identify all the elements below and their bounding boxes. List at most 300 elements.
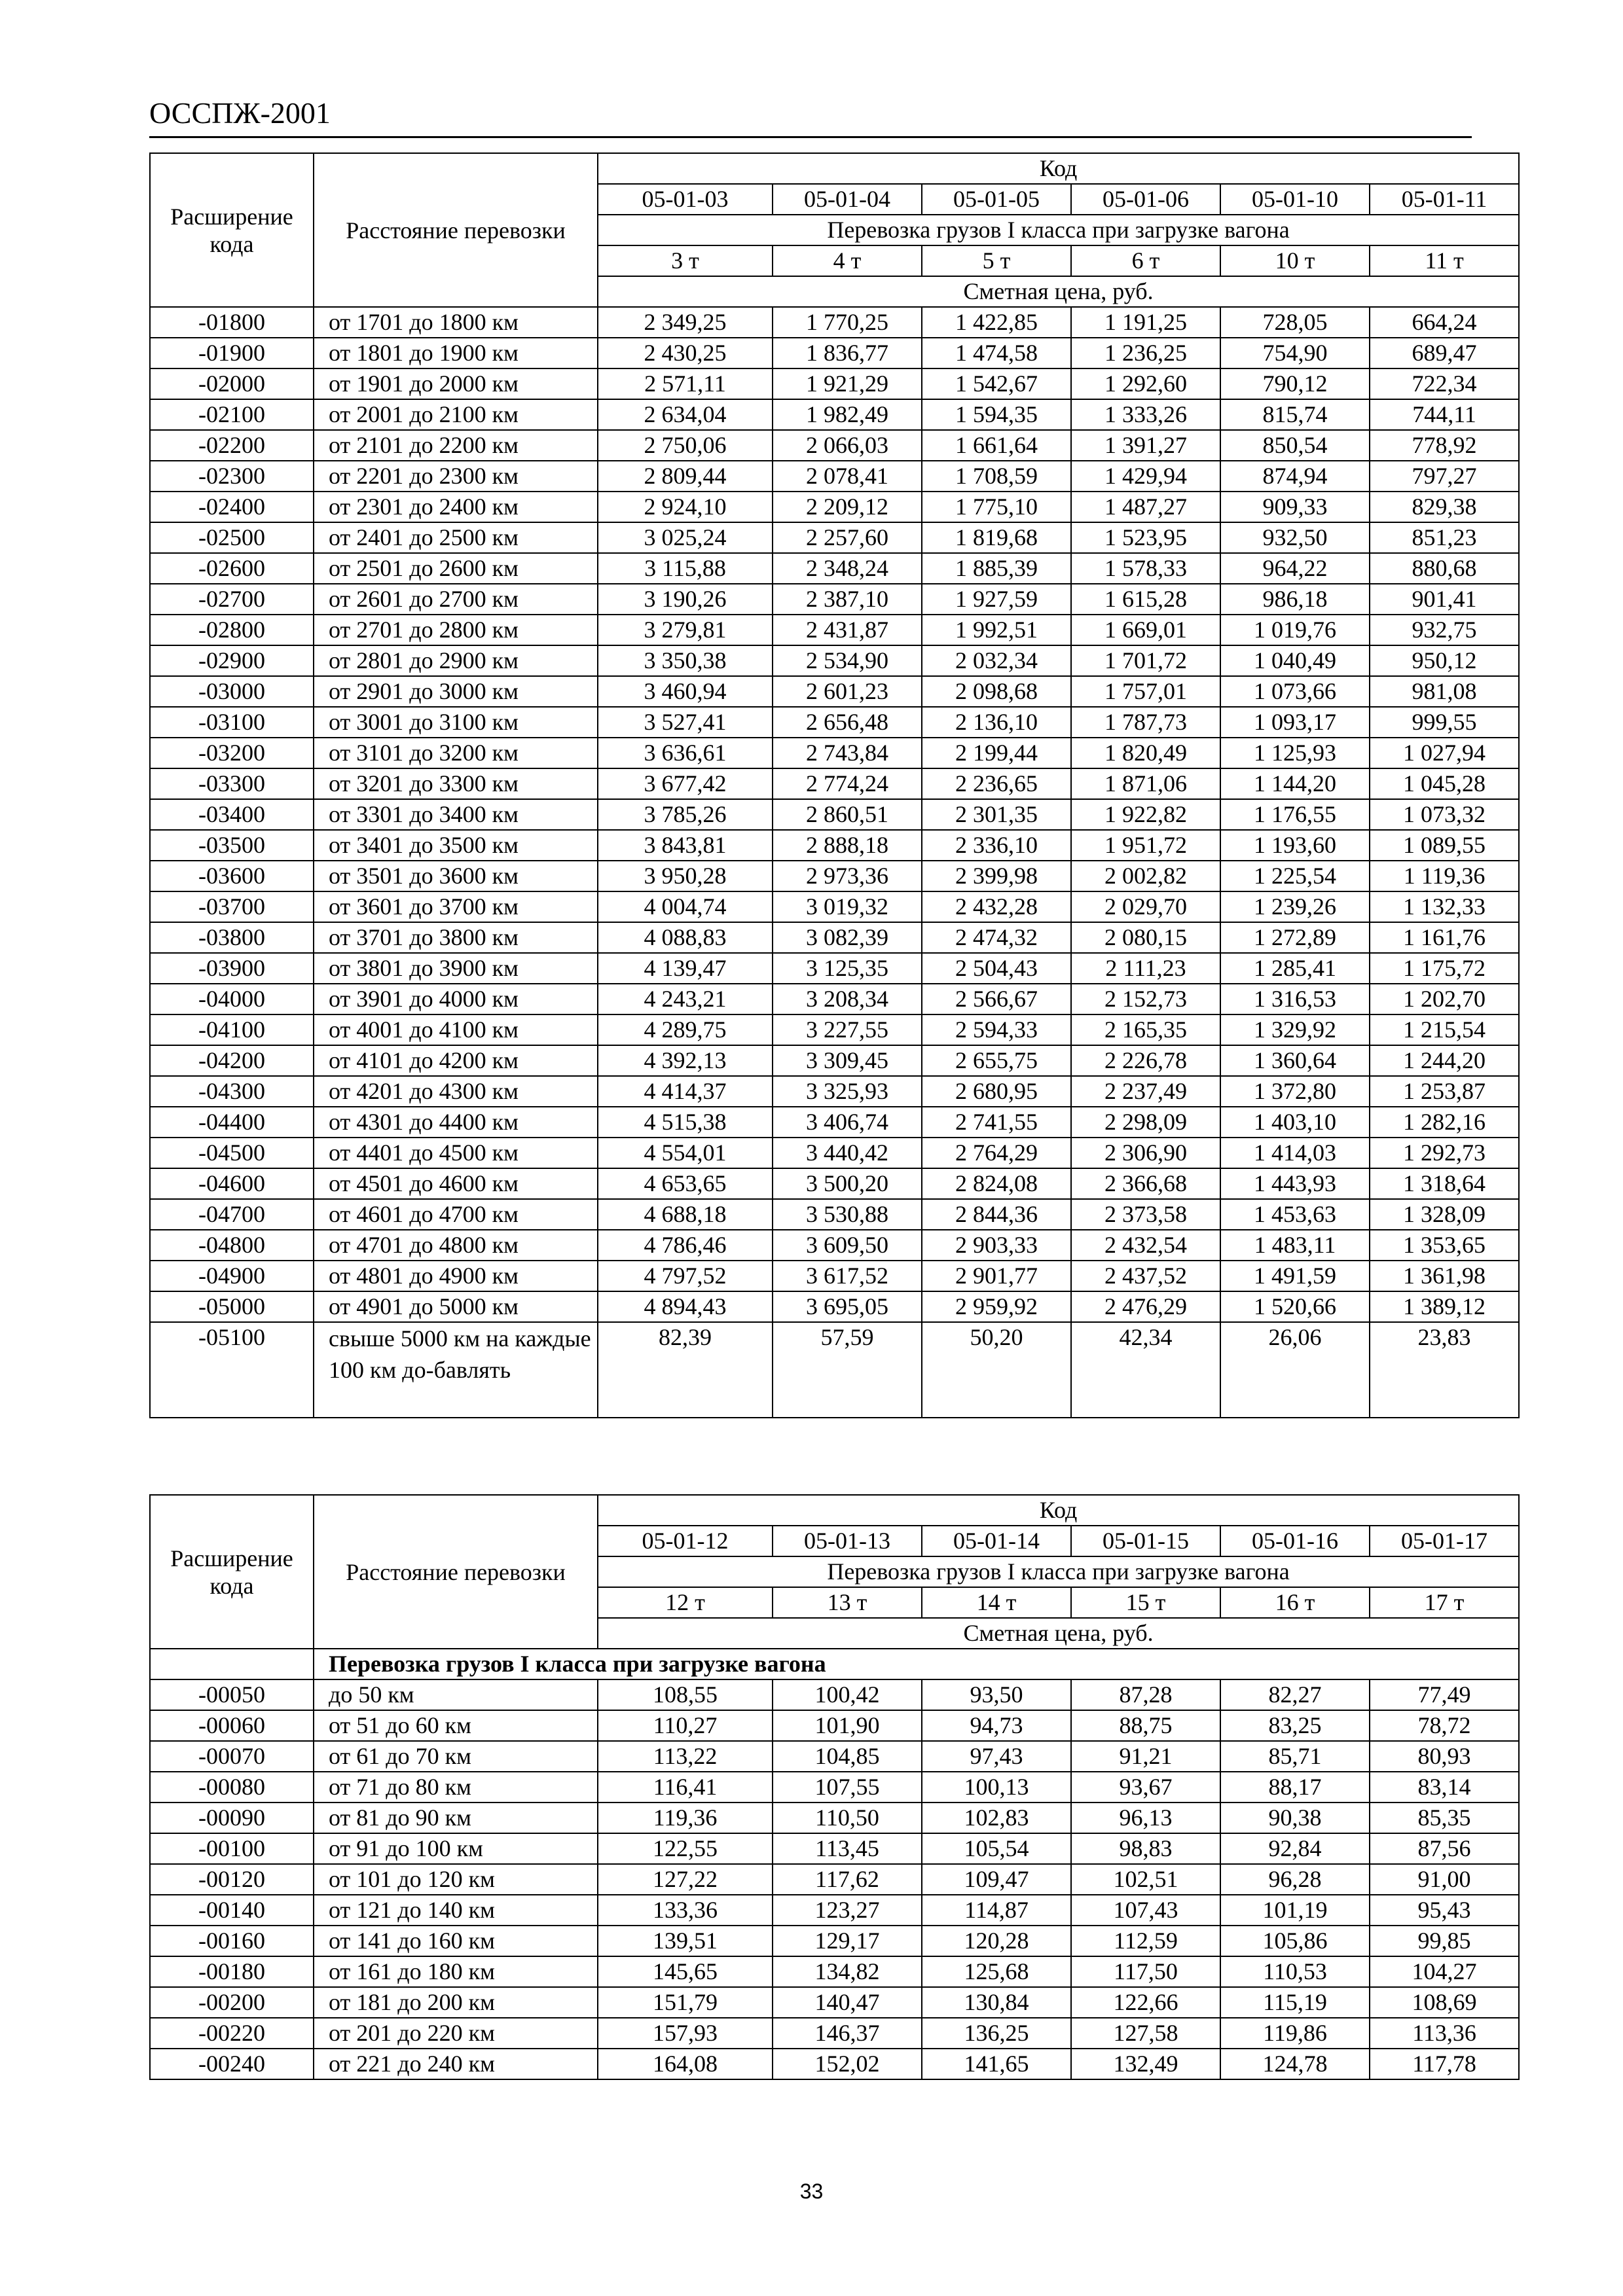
table-row — [150, 1926, 1519, 1956]
distance-cell: от 2901 до 3000 км — [314, 676, 598, 707]
price-cell: 2 349,25 — [598, 307, 773, 338]
price-cell: 141,65 — [922, 2049, 1071, 2079]
section-empty-cell — [150, 1649, 314, 1679]
price-cell: 2 236,65 — [922, 768, 1071, 799]
price-cell: 117,62 — [773, 1864, 922, 1895]
price-cell: 1 253,87 — [1370, 1076, 1519, 1107]
price-cell: 3 609,50 — [773, 1230, 922, 1261]
table-row — [150, 1987, 1519, 2018]
distance-cell: от 61 до 70 км — [314, 1741, 598, 1772]
price-cell: 88,75 — [1071, 1710, 1220, 1741]
price-cell: 1 093,17 — [1220, 707, 1370, 738]
price-cell: 880,68 — [1370, 553, 1519, 584]
load-cell: 5 т — [922, 245, 1071, 276]
code-cell: 05-01-14 — [922, 1526, 1071, 1556]
table-row — [150, 1199, 1519, 1230]
price-cell: 999,55 — [1370, 707, 1519, 738]
price-cell: 2 474,32 — [922, 922, 1071, 953]
price-cell: 2 680,95 — [922, 1076, 1071, 1107]
price-cell: 1 045,28 — [1370, 768, 1519, 799]
price-cell: 986,18 — [1220, 584, 1370, 615]
price-cell: 113,22 — [598, 1741, 773, 1772]
price-cell: 132,49 — [1071, 2049, 1220, 2079]
price-cell: 2 387,10 — [773, 584, 922, 615]
price-cell: 1 414,03 — [1220, 1138, 1370, 1168]
code-cell: 05-01-16 — [1220, 1526, 1370, 1556]
distance-cell: от 3201 до 3300 км — [314, 768, 598, 799]
price-cell: 1 487,27 — [1071, 492, 1220, 522]
price-cell: 102,83 — [922, 1803, 1071, 1833]
price-cell: 1 161,76 — [1370, 922, 1519, 953]
price-cell: 2 136,10 — [922, 707, 1071, 738]
price-cell: 102,51 — [1071, 1864, 1220, 1895]
price-cell: 1 443,93 — [1220, 1168, 1370, 1199]
load-cell: 10 т — [1220, 245, 1370, 276]
price-cell: 2 432,28 — [922, 891, 1071, 922]
price-cell: 1 329,92 — [1220, 1014, 1370, 1045]
price-cell: 108,69 — [1370, 1987, 1519, 2018]
price-cell: 4 797,52 — [598, 1261, 773, 1291]
code-extension-cell: -00050 — [150, 1679, 314, 1710]
distance-cell: от 2701 до 2800 км — [314, 615, 598, 645]
price-cell: 3 125,35 — [773, 953, 922, 984]
price-cell: 129,17 — [773, 1926, 922, 1956]
price-cell: 3 695,05 — [773, 1291, 922, 1322]
price-cell: 1 520,66 — [1220, 1291, 1370, 1322]
price-cell: 4 088,83 — [598, 922, 773, 953]
price-cell: 1 027,94 — [1370, 738, 1519, 768]
price-cell: 778,92 — [1370, 430, 1519, 461]
table-row — [150, 799, 1519, 830]
price-cell: 2 903,33 — [922, 1230, 1071, 1261]
table-row — [150, 430, 1519, 461]
price-cell: 1 225,54 — [1220, 861, 1370, 891]
price-cell: 3 025,24 — [598, 522, 773, 553]
price-cell: 1 285,41 — [1220, 953, 1370, 984]
price-cell: 1 282,16 — [1370, 1107, 1519, 1138]
price-cell: 1 318,64 — [1370, 1168, 1519, 1199]
price-cell: 104,27 — [1370, 1956, 1519, 1987]
price-cell: 2 656,48 — [773, 707, 922, 738]
price-cell: 1 191,25 — [1071, 307, 1220, 338]
price-cell: 797,27 — [1370, 461, 1519, 492]
price-cell: 2 078,41 — [773, 461, 922, 492]
distance-cell: от 4401 до 4500 км — [314, 1138, 598, 1168]
price-cell: 1 372,80 — [1220, 1076, 1370, 1107]
price-cell: 981,08 — [1370, 676, 1519, 707]
table-row — [150, 768, 1519, 799]
price-cell: 90,38 — [1220, 1803, 1370, 1833]
price-cell: 2 165,35 — [1071, 1014, 1220, 1045]
price-cell: 901,41 — [1370, 584, 1519, 615]
price-cell: 1 615,28 — [1071, 584, 1220, 615]
price-cell: 1 360,64 — [1220, 1045, 1370, 1076]
price-cell: 110,50 — [773, 1803, 922, 1833]
code-extension-cell: -04000 — [150, 984, 314, 1014]
price-cell: 3 460,94 — [598, 676, 773, 707]
price-cell: 152,02 — [773, 2049, 922, 2079]
price-cell: 1 132,33 — [1370, 891, 1519, 922]
price-cell: 116,41 — [598, 1772, 773, 1803]
price-cell: 4 554,01 — [598, 1138, 773, 1168]
price-cell: 100,42 — [773, 1679, 922, 1710]
price-cell: 2 431,87 — [773, 615, 922, 645]
price-cell: 3 115,88 — [598, 553, 773, 584]
price-cell: 113,36 — [1370, 2018, 1519, 2049]
load-caption: Перевозка грузов I класса при загрузке вагона — [598, 1556, 1519, 1587]
price-cell: 1 144,20 — [1220, 768, 1370, 799]
price-cell: 2 237,49 — [1071, 1076, 1220, 1107]
price-cell: 85,35 — [1370, 1803, 1519, 1833]
price-cell: 1 661,64 — [922, 430, 1071, 461]
distance-cell: от 4201 до 4300 км — [314, 1076, 598, 1107]
distance-cell: от 1701 до 1800 км — [314, 307, 598, 338]
col-header-distance: Расстояние перевозки — [314, 1495, 598, 1649]
table-row — [150, 307, 1519, 338]
price-cell: 3 785,26 — [598, 799, 773, 830]
table-row — [150, 522, 1519, 553]
price-cell: 151,79 — [598, 1987, 773, 2018]
table-row — [150, 922, 1519, 953]
code-extension-cell: -04800 — [150, 1230, 314, 1261]
table-row — [150, 1741, 1519, 1772]
table-row — [150, 676, 1519, 707]
code-extension-cell: -00220 — [150, 2018, 314, 2049]
code-extension-cell: -00120 — [150, 1864, 314, 1895]
price-cell: 1 089,55 — [1370, 830, 1519, 861]
price-cell: 3 082,39 — [773, 922, 922, 953]
col-group-code: Код — [598, 1495, 1519, 1526]
price-cell: 113,45 — [773, 1833, 922, 1864]
price-cell: 1 951,72 — [1071, 830, 1220, 861]
price-cell: 851,23 — [1370, 522, 1519, 553]
table-row — [150, 1803, 1519, 1833]
price-cell: 1 775,10 — [922, 492, 1071, 522]
price-cell: 104,85 — [773, 1741, 922, 1772]
price-cell: 120,28 — [922, 1926, 1071, 1956]
distance-cell: от 3801 до 3900 км — [314, 953, 598, 984]
price-cell: 109,47 — [922, 1864, 1071, 1895]
table-row — [150, 1291, 1519, 1322]
table-row — [150, 1956, 1519, 1987]
price-cell: 1 542,67 — [922, 368, 1071, 399]
price-cell: 3 527,41 — [598, 707, 773, 738]
price-cell: 2 437,52 — [1071, 1261, 1220, 1291]
code-extension-cell: -02200 — [150, 430, 314, 461]
price-cell: 1 239,26 — [1220, 891, 1370, 922]
load-caption: Перевозка грузов I класса при загрузке вагона — [598, 215, 1519, 245]
price-cell: 1 523,95 — [1071, 522, 1220, 553]
price-cell: 1 921,29 — [773, 368, 922, 399]
distance-cell: от 121 до 140 км — [314, 1895, 598, 1926]
price-cell: 3 843,81 — [598, 830, 773, 861]
price-cell: 689,47 — [1370, 338, 1519, 368]
price-cell: 2 226,78 — [1071, 1045, 1220, 1076]
distance-cell: от 51 до 60 км — [314, 1710, 598, 1741]
code-extension-cell: -00240 — [150, 2049, 314, 2079]
price-cell: 1 483,11 — [1220, 1230, 1370, 1261]
price-cell: 2 257,60 — [773, 522, 922, 553]
code-extension-cell: -03600 — [150, 861, 314, 891]
running-header: ОССПЖ-2001 — [149, 96, 331, 130]
distance-cell: от 3601 до 3700 км — [314, 891, 598, 922]
price-cell: 3 530,88 — [773, 1199, 922, 1230]
price-cell: 122,66 — [1071, 1987, 1220, 2018]
price-cell: 127,22 — [598, 1864, 773, 1895]
code-extension-cell: -00060 — [150, 1710, 314, 1741]
code-extension-cell: -02900 — [150, 645, 314, 676]
price-cell: 2 066,03 — [773, 430, 922, 461]
price-cell: 127,58 — [1071, 2018, 1220, 2049]
table-row — [150, 1107, 1519, 1138]
price-cell: 2 774,24 — [773, 768, 922, 799]
table-row — [150, 1045, 1519, 1076]
price-cell: 2 002,82 — [1071, 861, 1220, 891]
price-cell: 4 786,46 — [598, 1230, 773, 1261]
distance-cell: от 161 до 180 км — [314, 1956, 598, 1987]
price-cell: 1 272,89 — [1220, 922, 1370, 953]
price-cell: 3 350,38 — [598, 645, 773, 676]
price-cell: 2 152,73 — [1071, 984, 1220, 1014]
distance-cell: от 3901 до 4000 км — [314, 984, 598, 1014]
price-cell: 97,43 — [922, 1741, 1071, 1772]
load-cell: 11 т — [1370, 245, 1519, 276]
table-row — [150, 738, 1519, 768]
code-extension-cell: -05100 — [150, 1322, 314, 1418]
price-cell: 1 701,72 — [1071, 645, 1220, 676]
price-cell: 93,67 — [1071, 1772, 1220, 1803]
price-cell: 92,84 — [1220, 1833, 1370, 1864]
code-extension-cell: -00160 — [150, 1926, 314, 1956]
price-cell: 829,38 — [1370, 492, 1519, 522]
price-cell: 2 032,34 — [922, 645, 1071, 676]
distance-cell: от 2101 до 2200 км — [314, 430, 598, 461]
price-cell: 1 708,59 — [922, 461, 1071, 492]
table-row — [150, 1261, 1519, 1291]
distance-cell: от 4901 до 5000 км — [314, 1291, 598, 1322]
code-extension-cell: -03800 — [150, 922, 314, 953]
price-table-1 — [149, 152, 1520, 1418]
price-cell: 101,19 — [1220, 1895, 1370, 1926]
price-cell: 2 098,68 — [922, 676, 1071, 707]
code-extension-cell: -04100 — [150, 1014, 314, 1045]
table-row — [150, 1710, 1519, 1741]
distance-cell: от 2501 до 2600 км — [314, 553, 598, 584]
table-row — [150, 461, 1519, 492]
price-cell: 1 193,60 — [1220, 830, 1370, 861]
table-row — [150, 1864, 1519, 1895]
price-cell: 2 594,33 — [922, 1014, 1071, 1045]
table-row — [150, 584, 1519, 615]
price-cell: 107,55 — [773, 1772, 922, 1803]
price-cell: 3 309,45 — [773, 1045, 922, 1076]
price-cell: 1 819,68 — [922, 522, 1071, 553]
header-rule — [149, 136, 1472, 138]
price-cell: 1 292,60 — [1071, 368, 1220, 399]
price-cell: 2 336,10 — [922, 830, 1071, 861]
price-cell: 93,50 — [922, 1679, 1071, 1710]
price-cell: 1 403,10 — [1220, 1107, 1370, 1138]
price-cell: 2 306,90 — [1071, 1138, 1220, 1168]
distance-cell: до 50 км — [314, 1679, 598, 1710]
price-cell: 1 491,59 — [1220, 1261, 1370, 1291]
price-cell: 744,11 — [1370, 399, 1519, 430]
price-cell: 4 894,43 — [598, 1291, 773, 1322]
price-cell: 1 215,54 — [1370, 1014, 1519, 1045]
price-cell: 1 236,25 — [1071, 338, 1220, 368]
price-cell: 1 422,85 — [922, 307, 1071, 338]
price-cell: 722,34 — [1370, 368, 1519, 399]
price-cell: 23,83 — [1370, 1322, 1519, 1418]
code-extension-cell: -03000 — [150, 676, 314, 707]
price-cell: 2 959,92 — [922, 1291, 1071, 1322]
price-cell: 3 617,52 — [773, 1261, 922, 1291]
distance-cell: от 2001 до 2100 км — [314, 399, 598, 430]
code-cell: 05-01-13 — [773, 1526, 922, 1556]
distance-cell: от 3301 до 3400 км — [314, 799, 598, 830]
code-extension-cell: -02800 — [150, 615, 314, 645]
price-cell: 1 333,26 — [1071, 399, 1220, 430]
code-extension-cell: -04400 — [150, 1107, 314, 1138]
col-header-extension: Расширение кода — [150, 1495, 314, 1649]
price-cell: 790,12 — [1220, 368, 1370, 399]
code-cell: 05-01-11 — [1370, 184, 1519, 215]
distance-cell: от 3701 до 3800 км — [314, 922, 598, 953]
price-cell: 4 653,65 — [598, 1168, 773, 1199]
code-extension-cell: -02100 — [150, 399, 314, 430]
price-cell: 95,43 — [1370, 1895, 1519, 1926]
code-extension-cell: -00080 — [150, 1772, 314, 1803]
load-cell: 12 т — [598, 1587, 773, 1618]
price-cell: 80,93 — [1370, 1741, 1519, 1772]
table-row — [150, 1168, 1519, 1199]
table-row — [150, 953, 1519, 984]
table-row — [150, 707, 1519, 738]
price-cell: 909,33 — [1220, 492, 1370, 522]
distance-cell: от 2801 до 2900 км — [314, 645, 598, 676]
price-cell: 105,86 — [1220, 1926, 1370, 1956]
code-extension-cell: -03200 — [150, 738, 314, 768]
price-cell: 101,90 — [773, 1710, 922, 1741]
price-cell: 1 316,53 — [1220, 984, 1370, 1014]
table-row — [150, 553, 1519, 584]
distance-cell: от 4501 до 4600 км — [314, 1168, 598, 1199]
load-cell: 16 т — [1220, 1587, 1370, 1618]
code-cell: 05-01-04 — [773, 184, 922, 215]
price-cell: 4 139,47 — [598, 953, 773, 984]
price-cell: 108,55 — [598, 1679, 773, 1710]
table-row — [150, 984, 1519, 1014]
price-cell: 110,53 — [1220, 1956, 1370, 1987]
section-row — [150, 1649, 1519, 1679]
distance-cell: от 1901 до 2000 км — [314, 368, 598, 399]
distance-cell: от 101 до 120 км — [314, 1864, 598, 1895]
price-cell: 87,56 — [1370, 1833, 1519, 1864]
price-cell: 3 190,26 — [598, 584, 773, 615]
price-cell: 112,59 — [1071, 1926, 1220, 1956]
distance-cell: свыше 5000 км на каждые 100 км до-бавлять — [314, 1322, 598, 1418]
price-cell: 85,71 — [1220, 1741, 1370, 1772]
price-cell: 2 209,12 — [773, 492, 922, 522]
price-cell: 815,74 — [1220, 399, 1370, 430]
price-cell: 100,13 — [922, 1772, 1071, 1803]
price-cell: 2 973,36 — [773, 861, 922, 891]
price-cell: 2 373,58 — [1071, 1199, 1220, 1230]
table-row — [150, 1322, 1519, 1418]
price-cell: 124,78 — [1220, 2049, 1370, 2079]
price-cell: 1 328,09 — [1370, 1199, 1519, 1230]
price-cell: 2 301,35 — [922, 799, 1071, 830]
price-cell: 2 504,43 — [922, 953, 1071, 984]
price-cell: 91,00 — [1370, 1864, 1519, 1895]
price-cell: 2 366,68 — [1071, 1168, 1220, 1199]
code-extension-cell: -01800 — [150, 307, 314, 338]
code-extension-cell: -03300 — [150, 768, 314, 799]
price-cell: 3 440,42 — [773, 1138, 922, 1168]
table-row — [150, 1138, 1519, 1168]
load-cell: 3 т — [598, 245, 773, 276]
code-extension-cell: -00100 — [150, 1833, 314, 1864]
price-cell: 2 844,36 — [922, 1199, 1071, 1230]
price-cell: 4 414,37 — [598, 1076, 773, 1107]
distance-cell: от 2601 до 2700 км — [314, 584, 598, 615]
price-cell: 96,28 — [1220, 1864, 1370, 1895]
distance-cell: от 221 до 240 км — [314, 2049, 598, 2079]
distance-cell: от 4101 до 4200 км — [314, 1045, 598, 1076]
table-row — [150, 1772, 1519, 1803]
price-cell: 4 243,21 — [598, 984, 773, 1014]
code-extension-cell: -04300 — [150, 1076, 314, 1107]
price-cell: 2 634,04 — [598, 399, 773, 430]
price-cell: 1 453,63 — [1220, 1199, 1370, 1230]
price-cell: 3 208,34 — [773, 984, 922, 1014]
price-cell: 83,25 — [1220, 1710, 1370, 1741]
table-row — [150, 830, 1519, 861]
price-cell: 94,73 — [922, 1710, 1071, 1741]
col-group-code: Код — [598, 153, 1519, 184]
price-cell: 3 325,93 — [773, 1076, 922, 1107]
price-cell: 2 924,10 — [598, 492, 773, 522]
code-extension-cell: -03700 — [150, 891, 314, 922]
code-extension-cell: -00200 — [150, 1987, 314, 2018]
price-cell: 3 677,42 — [598, 768, 773, 799]
distance-cell: от 91 до 100 км — [314, 1833, 598, 1864]
code-extension-cell: -03100 — [150, 707, 314, 738]
price-cell: 115,19 — [1220, 1987, 1370, 2018]
table-row — [150, 891, 1519, 922]
col-header-extension: Расширение кода — [150, 153, 314, 307]
code-extension-cell: -04700 — [150, 1199, 314, 1230]
price-cell: 3 227,55 — [773, 1014, 922, 1045]
table-row — [150, 338, 1519, 368]
code-cell: 05-01-17 — [1370, 1526, 1519, 1556]
distance-cell: от 2301 до 2400 км — [314, 492, 598, 522]
code-extension-cell: -04600 — [150, 1168, 314, 1199]
distance-cell: от 4801 до 4900 км — [314, 1261, 598, 1291]
price-cell: 110,27 — [598, 1710, 773, 1741]
price-cell: 119,86 — [1220, 2018, 1370, 2049]
price-cell: 964,22 — [1220, 553, 1370, 584]
price-cell: 146,37 — [773, 2018, 922, 2049]
price-cell: 57,59 — [773, 1322, 922, 1418]
price-cell: 78,72 — [1370, 1710, 1519, 1741]
distance-cell: от 4701 до 4800 км — [314, 1230, 598, 1261]
price-cell: 664,24 — [1370, 307, 1519, 338]
price-cell: 1 353,65 — [1370, 1230, 1519, 1261]
distance-cell: от 3101 до 3200 км — [314, 738, 598, 768]
price-cell: 82,27 — [1220, 1679, 1370, 1710]
price-cell: 1 429,94 — [1071, 461, 1220, 492]
